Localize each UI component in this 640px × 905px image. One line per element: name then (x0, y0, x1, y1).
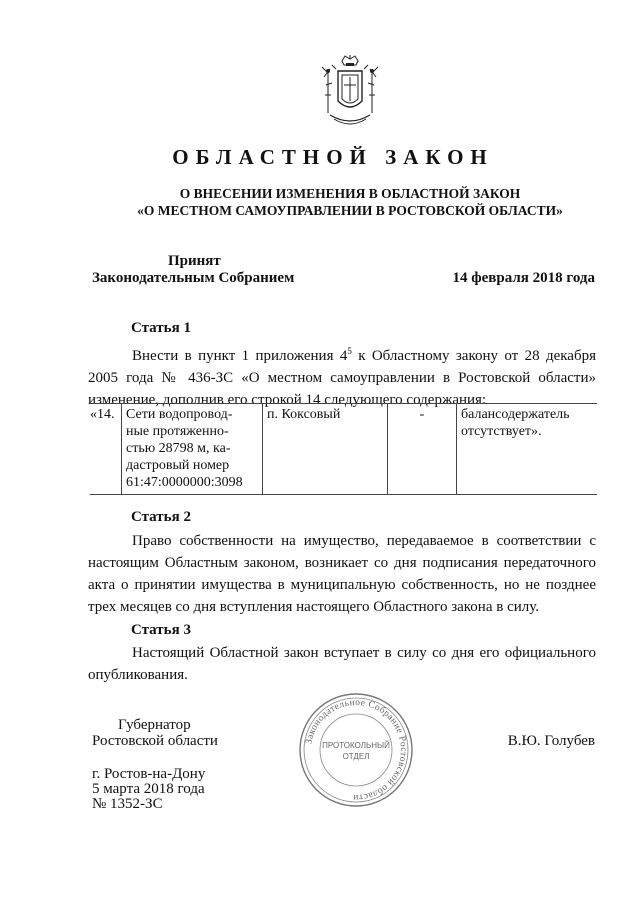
row-number: «14. (90, 404, 122, 495)
article-1-text: Внести в пункт 1 приложения $4^5$ к Областному закону от 28 декабря 2005 года № 436-ЗС «О местном самоуправлении в Ростовской области» изменение, дополнив его строкой 14 следующего содержания: (88, 346, 596, 408)
svg-text:Законодательное Собрание Росто: Законодательное Собрание Ростовской области (304, 697, 409, 803)
svg-text:ОТДЕЛ: ОТДЕЛ (342, 752, 370, 761)
official-seal-stamp (296, 690, 416, 810)
adopted-label: Принят (168, 253, 221, 269)
document-subtitle-line2: «О МЕСТНОМ САМОУПРАВЛЕНИИ В РОСТОВСКОЙ ОБЛАСТИ» (137, 203, 563, 218)
signer-position-line2: Ростовской области (92, 733, 218, 749)
article-1-heading: Статья 1 (131, 320, 191, 336)
adopting-body: Законодательным Собранием (92, 270, 295, 286)
coat-of-arms-emblem (316, 55, 384, 131)
signing-date: 5 марта 2018 года (92, 781, 205, 797)
document-title: ОБЛАСТНОЙ ЗАКОН (172, 145, 494, 169)
svg-text:ПРОТОКОЛЬНЫЙ: ПРОТОКОЛЬНЫЙ (322, 741, 390, 750)
adoption-date: 14 февраля 2018 года (452, 270, 595, 286)
object-description: Сети водопровод- ные протяженно- стью 28798 м, ка- дастровый номер 61:47:0000000:3098 (122, 404, 263, 495)
signer-position-line1: Губернатор (118, 717, 191, 733)
signing-place: г. Ростов-на-Дону (92, 766, 206, 782)
amendment-table (90, 403, 597, 495)
empty-value-dash: - (388, 404, 457, 495)
balance-holder: балансодержатель отсутствует». (457, 404, 598, 495)
table-row (90, 404, 597, 495)
signer-name: В.Ю. Голубев (507, 733, 595, 749)
object-location: п. Коксовый (263, 404, 388, 495)
article-3-heading: Статья 3 (131, 622, 191, 638)
article-2-heading: Статья 2 (131, 509, 191, 525)
law-number: № 1352-ЗС (92, 796, 163, 812)
article-2-text: Право собственности на имущество, передаваемое в соответствии с настоящим Областным законом, возникает со дня подписания передаточного акта о принятии имущества в муниципальную собственность, но не позднее трех месяцев со дня вступления настоящего Областного закона в силу. (88, 533, 596, 615)
document-subtitle-line1: О ВНЕСЕНИИ ИЗМЕНЕНИЯ В ОБЛАСТНОЙ ЗАКОН (179, 186, 521, 201)
article-3-text: Настоящий Областной закон вступает в силу со дня его официального опубликования. (88, 645, 596, 683)
